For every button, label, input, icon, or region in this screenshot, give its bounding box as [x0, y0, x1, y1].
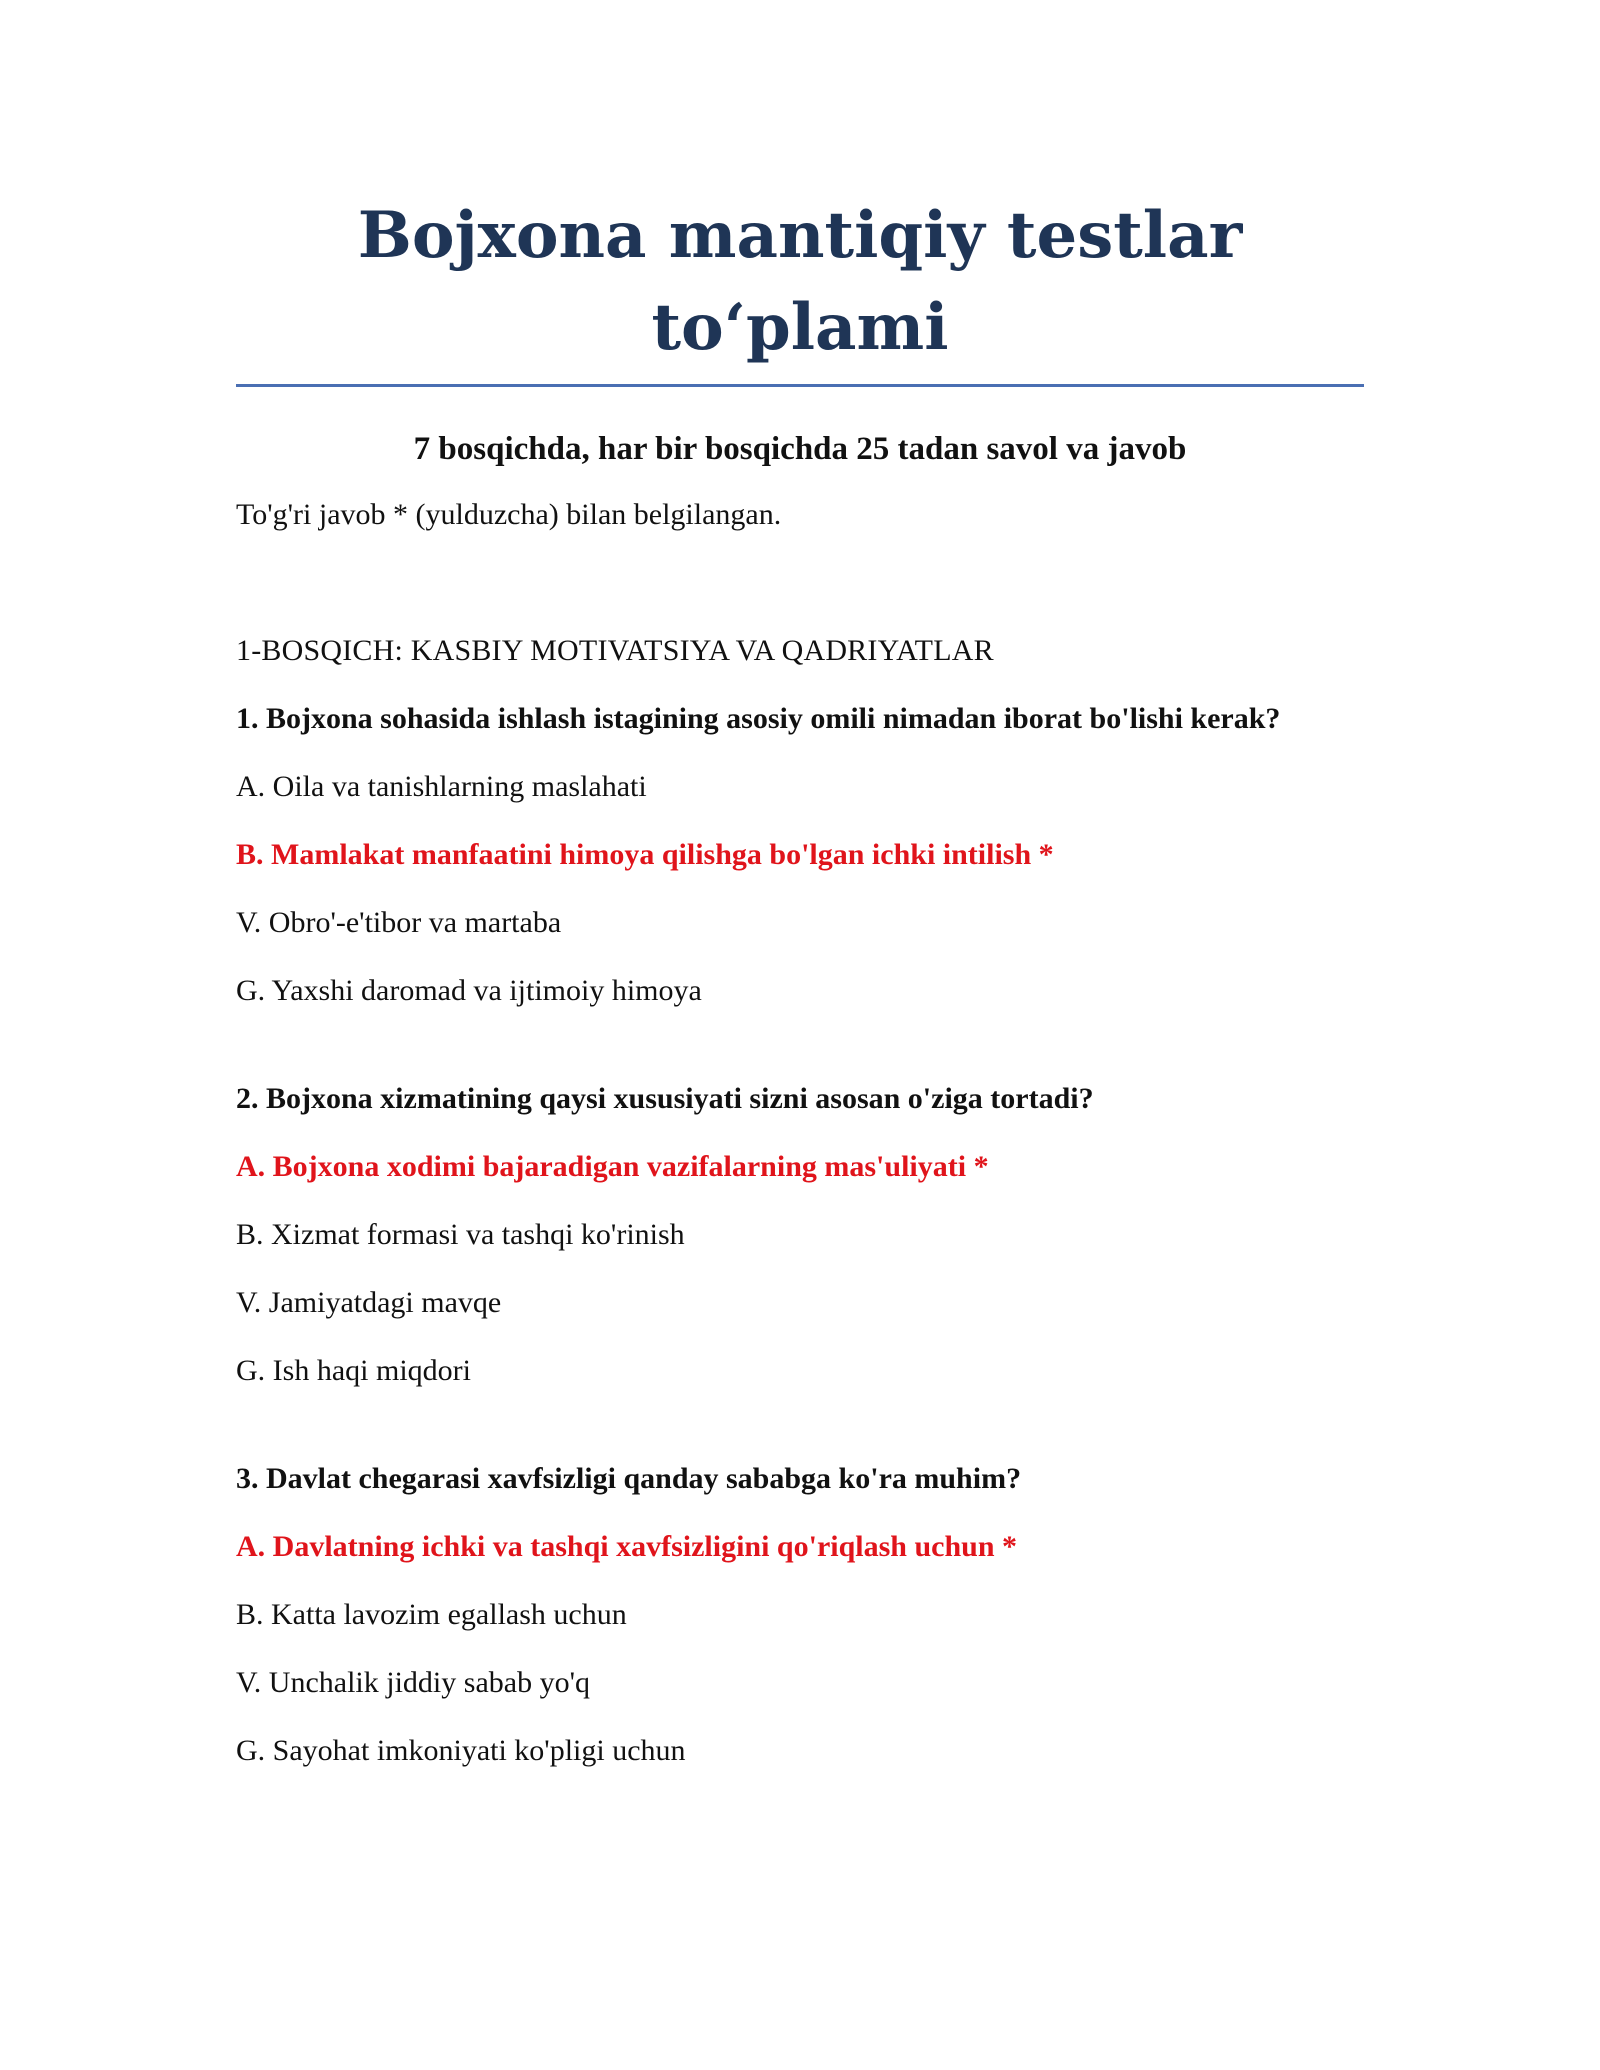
- question-text: 3. Davlat chegarasi xavfsizligi qanday sababga ko'ra muhim?: [236, 1462, 1022, 1495]
- answer-option: V. Unchalik jiddiy sabab yo'q: [236, 1666, 590, 1699]
- answer-option-correct: A. Bojxona xodimi bajaradigan vazifalarning mas'uliyati *: [236, 1150, 989, 1183]
- document-page: [236, 190, 1364, 1771]
- answer-option: G. Ish haqi miqdori: [236, 1354, 471, 1387]
- question-block: [236, 1079, 1364, 1391]
- title-divider: [236, 384, 1364, 387]
- answer-option: V. Obro'-e'tibor va martaba: [236, 906, 562, 939]
- answer-option: V. Jamiyatdagi mavqe: [236, 1286, 502, 1319]
- question-block: [236, 1459, 1364, 1771]
- answer-option-correct: B. Mamlakat manfaatini himoya qilishga bo'lgan ichki intilish *: [236, 838, 1054, 871]
- answer-option: G. Yaxshi daromad va ijtimoiy himoya: [236, 974, 702, 1007]
- document-title: Bojxona mantiqiy testlar to‘plami: [357, 198, 1243, 365]
- answer-option: G. Sayohat imkoniyati ko'pligi uchun: [236, 1734, 686, 1767]
- answer-option-correct: A. Davlatning ichki va tashqi xavfsizligini qo'riqlash uchun *: [236, 1530, 1018, 1563]
- answer-option: B. Katta lavozim egallash uchun: [236, 1598, 627, 1631]
- section-heading: 1-BOSQICH: KASBIY MOTIVATSIYA VA QADRIYATLAR: [236, 634, 994, 667]
- answer-key-note: To'g'ri javob * (yulduzcha) bilan belgilangan.: [236, 498, 782, 531]
- document-subtitle: 7 bosqichda, har bir bosqichda 25 tadan savol va javob: [413, 431, 1187, 467]
- answer-option: B. Xizmat formasi va tashqi ko'rinish: [236, 1218, 685, 1251]
- question-block: [236, 699, 1364, 1011]
- question-text: 1. Bojxona sohasida ishlash istagining asosiy omili nimadan iborat bo'lishi kerak?: [236, 702, 1281, 735]
- question-text: 2. Bojxona xizmatining qaysi xususiyati sizni asosan o'ziga tortadi?: [236, 1082, 1094, 1115]
- answer-option: A. Oila va tanishlarning maslahati: [236, 770, 647, 803]
